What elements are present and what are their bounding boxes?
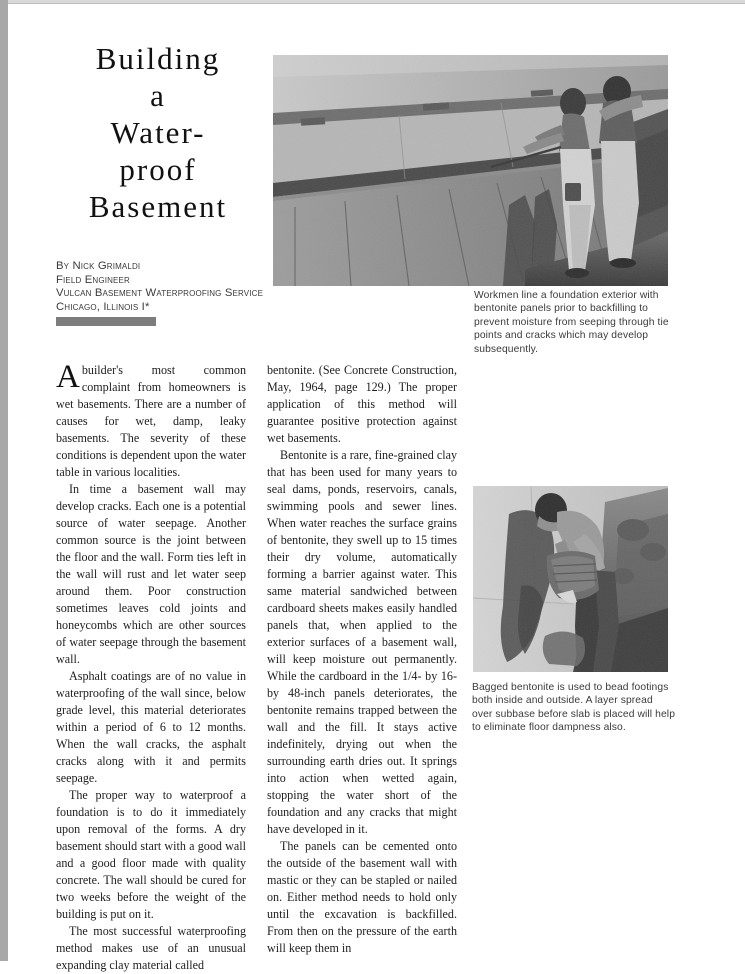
byline-role: Field Engineer [56, 273, 130, 286]
caption-top: Workmen line a foundation exterior with bentonite panels prior to backfilling to prevent moisture from seeping through tie points and cracks which may develop subsequently. [474, 290, 669, 355]
title-line-3: Water- [110, 115, 206, 150]
photo-foundation-wall-panels [273, 55, 668, 286]
paragraph: The most successful waterproofing method makes use of an unusual expanding clay material called [56, 924, 246, 972]
paragraph: The proper way to waterproof a foundation is to do it immediately upon removal of the forms. A dry basement should start with a good wall and a good floor made with quality concrete. The wall should be cured for two weeks before the weight of the building is put on it. [56, 788, 246, 921]
title-line-4: proof [119, 152, 197, 187]
paragraph-text: builder's most common complaint from homeowners is wet basements. There are a number of causes for wet, damp, leaky basements. The severity of these conditions is dependent upon the water table in various localities. [56, 363, 246, 479]
article-page [8, 14, 745, 972]
title-line-1: Building [95, 41, 221, 76]
scan-edge-left [0, 0, 8, 961]
title-line-2: a [150, 78, 166, 113]
scan-edge-top [8, 0, 745, 4]
paragraph: The panels can be cemented onto the outside of the basement wall with mastic or they can be stapled or nailed on. Either method needs to hold only until the excavation is backfilled. From then on the pressure of the earth will keep them in [267, 839, 457, 955]
paragraph: Bentonite is a rare, fine-grained clay that has been used for many years to seal dams, ponds, reservoirs, canals, swimming pools and sewer lines. When water reaches the surface grains of bentonite, they swell up to 15 times their dry volume, automatically forming a barrier against water. This same material sandwiched between cardboard sheets makes easily handled panels that, when applied to the exterior surfaces of a basement wall, will keep moisture out permanently. While the cardboard in the 1/4- by 16- by 48-inch panels deteriorates, the bentonite remains trapped between the wall and the fill. It stays active indefinitely, drying out when the surrounding earth dries out. It springs into action when wetted again, stopping the water short of the foundation and any cracks that might have developed in it. [267, 448, 457, 836]
paragraph: Asphalt coatings are of no value in waterproofing of the wall since, below grade level, this material deteriorates within a period of 6 to 12 months. When the wall cracks, the asphalt cracks along with it and permits seepage. [56, 669, 246, 785]
byline [56, 260, 286, 314]
title-line-5: Basement [88, 189, 228, 224]
dropcap: A [56, 359, 80, 395]
caption-bottom: Bagged bentonite is used to bead footings both inside and outside. A layer spread over subbase before slab is placed will help to eliminate floor dampness also. [472, 682, 676, 734]
body-column-2 [267, 362, 457, 957]
photo-bagged-bentonite [473, 486, 668, 672]
paragraph: bentonite. (See Concrete Construction, May, 1964, page 129.) The proper application of this method will guarantee positive protection against wet basements. [267, 363, 457, 445]
byline-location: Chicago, Illinois I* [56, 300, 150, 313]
byline-rule [56, 317, 156, 326]
paragraph: In time a basement wall may develop cracks. Each one is a potential source of water seepage. Another common source is the joint between the floor and the wall. Form ties left in the wall will rust and let water seep around them. Poor construction sometimes leaves cold joints and honeycombs which are other sources of water seepage through the basement wall. [56, 482, 246, 666]
paragraph [56, 359, 246, 481]
byline-author: By Nick Grimaldi [56, 260, 141, 272]
byline-company: Vulcan Basement Waterproofing Service [56, 287, 264, 300]
scan-edge-top-white [8, 5, 745, 14]
body-column-1 [56, 359, 246, 974]
page-title [60, 40, 256, 225]
